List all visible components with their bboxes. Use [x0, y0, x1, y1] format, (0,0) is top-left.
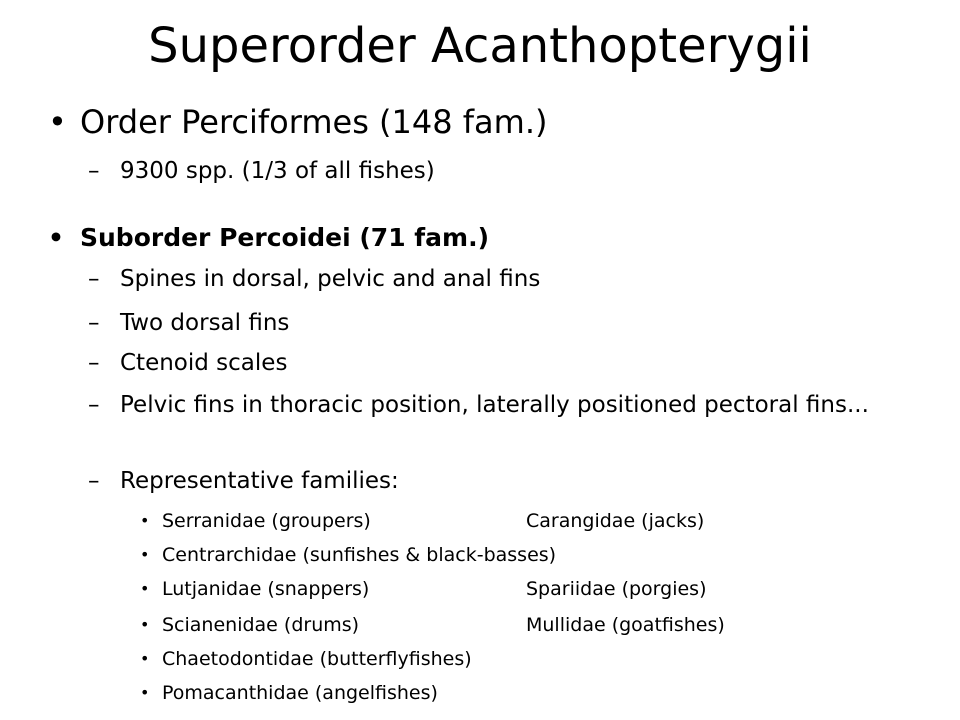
- bullet-icon: •: [140, 545, 150, 564]
- bullet-icon: •: [48, 103, 67, 141]
- dash-icon: –: [88, 266, 100, 292]
- family-left: Chaetodontidae (butterflyfishes): [162, 648, 472, 670]
- bullet-icon: •: [48, 223, 64, 252]
- family-left: Centrarchidae (sunfishes & black-basses): [162, 544, 557, 566]
- order-sub-text: 9300 spp. (1/3 of all fishes): [120, 158, 435, 184]
- family-row: [140, 680, 940, 706]
- suborder-sub-text: Two dorsal fins: [120, 310, 290, 336]
- dash-icon: –: [88, 392, 100, 418]
- suborder-sub-text: Ctenoid scales: [120, 350, 288, 376]
- family-left: Serranidae (groupers): [162, 510, 371, 532]
- bullet-icon: •: [140, 615, 150, 634]
- family-left: Pomacanthidae (angelfishes): [162, 682, 438, 704]
- family-row: [140, 612, 940, 638]
- suborder-sub-text: Representative families:: [120, 468, 399, 494]
- family-row: [140, 646, 940, 672]
- family-row: [140, 542, 940, 568]
- suborder-sub-text: Pelvic fins in thoracic position, laterally positioned pectoral fins...: [120, 392, 869, 418]
- suborder-sub-text: Spines in dorsal, pelvic and anal fins: [120, 266, 541, 292]
- family-row: [140, 576, 940, 602]
- family-row: [140, 508, 940, 534]
- family-right: Mullidae (goatfishes): [526, 614, 725, 636]
- dash-icon: –: [88, 310, 100, 336]
- slide-title: Superorder Acanthopterygii: [148, 18, 812, 74]
- bullet-icon: •: [140, 511, 150, 530]
- bullet-icon: •: [140, 683, 150, 702]
- dash-icon: –: [88, 468, 100, 494]
- dash-icon: –: [88, 350, 100, 376]
- dash-icon: –: [88, 158, 100, 184]
- order-label: Order Perciformes (148 fam.): [80, 103, 548, 141]
- bullet-icon: •: [140, 649, 150, 668]
- family-left: Scianenidae (drums): [162, 614, 360, 636]
- family-right: Carangidae (jacks): [526, 510, 705, 532]
- family-right: Spariidae (porgies): [526, 578, 707, 600]
- suborder-label: Suborder Percoidei (71 fam.): [80, 223, 490, 252]
- family-left: Lutjanidae (snappers): [162, 578, 370, 600]
- bullet-icon: •: [140, 579, 150, 598]
